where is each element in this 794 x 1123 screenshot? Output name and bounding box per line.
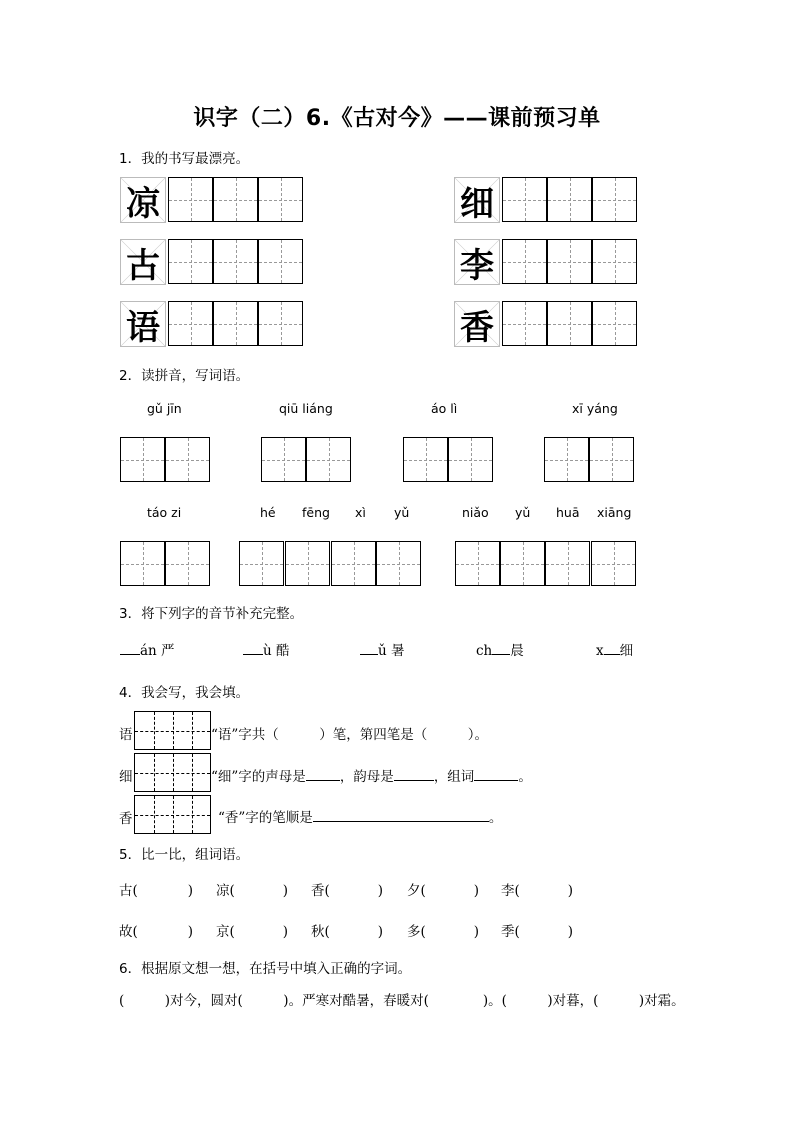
writing-box[interactable] <box>285 541 330 586</box>
writing-box[interactable] <box>592 301 637 346</box>
syllable-text: ù 酷 <box>263 643 290 659</box>
writing-box[interactable] <box>258 177 303 222</box>
syllable-item <box>476 639 524 659</box>
model-char-box <box>120 177 166 223</box>
syllable-text: án 严 <box>140 643 175 659</box>
writing-box[interactable] <box>547 239 592 284</box>
writing-box[interactable] <box>258 301 303 346</box>
compare-item[interactable]: 夕( ) <box>407 883 480 899</box>
writing-box[interactable] <box>331 541 376 586</box>
answer-blank[interactable] <box>394 780 434 781</box>
model-char-box <box>454 301 500 347</box>
pinyin-label: huā <box>556 505 580 520</box>
syllable-text: ǔ 暑 <box>378 643 405 659</box>
writing-box[interactable] <box>168 301 213 346</box>
row-char: 细 <box>119 769 133 785</box>
question-5-label: 5．比一比，组词语。 <box>119 847 250 863</box>
writing-box[interactable] <box>306 437 351 482</box>
syllable-text: 细 <box>619 643 634 659</box>
writing-box[interactable] <box>592 177 637 222</box>
answer-blank[interactable] <box>313 821 489 822</box>
pinyin-label: táo zi <box>147 505 182 520</box>
answer-blank[interactable] <box>604 654 620 655</box>
writing-box[interactable] <box>120 541 165 586</box>
prompt-text: ，组词 <box>433 769 475 785</box>
pinyin-label: xì <box>355 505 366 520</box>
question-6-label: 6．根据原文想一想，在括号中填入正确的字词。 <box>119 961 412 977</box>
stroke-box[interactable] <box>134 795 211 834</box>
compare-item[interactable]: 秋( ) <box>311 924 384 940</box>
model-char: 凉 <box>126 183 160 224</box>
writing-box[interactable] <box>589 437 634 482</box>
writing-box[interactable] <box>448 437 493 482</box>
writing-box[interactable] <box>545 541 590 586</box>
pinyin-label: áo lì <box>431 401 458 416</box>
compare-item[interactable]: 香( ) <box>311 883 384 899</box>
writing-box[interactable] <box>376 541 421 586</box>
compare-item[interactable]: 凉( ) <box>216 883 289 899</box>
writing-box[interactable] <box>544 437 589 482</box>
answer-blank[interactable] <box>306 780 340 781</box>
answer-blank[interactable] <box>474 780 518 781</box>
pinyin-label: hé <box>260 505 276 520</box>
prompt-text: “细”字的声母是 <box>211 769 306 785</box>
fill-in-line[interactable]: ( )对今，圆对( )。严寒对酷暑，春暖对( )。( )对暮，( )对霜。 <box>119 993 685 1009</box>
answer-blank[interactable] <box>120 654 140 655</box>
prompt-text: 。 <box>488 810 503 826</box>
stroke-order-text <box>218 806 502 826</box>
question-2-label: 2．读拼音，写词语。 <box>119 368 250 384</box>
model-char-box <box>120 239 166 285</box>
model-char: 香 <box>460 307 494 348</box>
model-char: 语 <box>126 307 160 348</box>
pinyin-label: yǔ <box>515 505 531 520</box>
answer-blank[interactable] <box>243 654 263 655</box>
writing-box[interactable] <box>258 239 303 284</box>
model-char-box <box>454 177 500 223</box>
pinyin-label: qiū liáng <box>279 401 333 416</box>
initial-final-text <box>211 765 532 785</box>
syllable-item <box>120 639 175 659</box>
row-char: 香 <box>119 811 133 827</box>
compare-item[interactable]: 李( ) <box>501 883 574 899</box>
writing-box[interactable] <box>547 177 592 222</box>
writing-box[interactable] <box>547 301 592 346</box>
writing-box[interactable] <box>213 177 258 222</box>
pinyin-label: xī yáng <box>572 401 618 416</box>
page-title: 识字（二）6.《古对今》——课前预习单 <box>193 106 601 131</box>
answer-blank[interactable] <box>492 654 510 655</box>
prompt-text: “香”字的笔顺是 <box>218 810 313 826</box>
question-3-label: 3．将下列字的音节补充完整。 <box>119 606 304 622</box>
compare-item[interactable]: 故( ) <box>119 924 194 940</box>
writing-box[interactable] <box>403 437 448 482</box>
pinyin-label: gǔ jīn <box>147 401 182 416</box>
writing-box[interactable] <box>592 239 637 284</box>
model-char-box <box>454 239 500 285</box>
compare-item[interactable]: 多( ) <box>407 924 480 940</box>
writing-box[interactable] <box>591 541 636 586</box>
syllable-item <box>596 639 633 659</box>
writing-box[interactable] <box>165 541 210 586</box>
writing-box[interactable] <box>168 239 213 284</box>
stroke-box[interactable] <box>134 753 211 792</box>
writing-box[interactable] <box>239 541 284 586</box>
writing-box[interactable] <box>502 301 547 346</box>
writing-box[interactable] <box>502 239 547 284</box>
model-char: 古 <box>126 245 160 286</box>
pinyin-label: fēng <box>302 505 330 520</box>
answer-blank[interactable] <box>360 654 378 655</box>
pinyin-label: xiāng <box>597 505 632 520</box>
syllable-item <box>360 639 405 659</box>
syllable-item <box>243 639 290 659</box>
prompt-text: 。 <box>518 769 532 785</box>
compare-item[interactable]: 季( ) <box>501 924 574 940</box>
writing-box[interactable] <box>455 541 500 586</box>
model-char-box <box>120 301 166 347</box>
model-char: 细 <box>460 183 494 224</box>
pinyin-label: yǔ <box>394 505 410 520</box>
syllable-text: ch <box>476 643 493 659</box>
row-char: 语 <box>119 727 133 743</box>
compare-item[interactable]: 古( ) <box>119 883 194 899</box>
stroke-count-text: “语”字共（ ）笔，第四笔是（ ）。 <box>211 727 489 743</box>
writing-box[interactable] <box>502 177 547 222</box>
writing-box[interactable] <box>500 541 545 586</box>
syllable-text: 晨 <box>510 643 524 659</box>
question-4-label: 4．我会写，我会填。 <box>119 685 250 701</box>
writing-box[interactable] <box>168 177 213 222</box>
stroke-box[interactable] <box>134 711 211 750</box>
syllable-text: x <box>596 643 604 659</box>
writing-box[interactable] <box>261 437 306 482</box>
model-char: 李 <box>460 245 494 286</box>
writing-box[interactable] <box>213 239 258 284</box>
prompt-text: ，韵母是 <box>339 769 394 785</box>
pinyin-label: niǎo <box>462 505 489 520</box>
compare-item[interactable]: 京( ) <box>216 924 289 940</box>
writing-box[interactable] <box>213 301 258 346</box>
question-1-label: 1．我的书写最漂亮。 <box>119 151 250 167</box>
writing-box[interactable] <box>120 437 165 482</box>
writing-box[interactable] <box>165 437 210 482</box>
